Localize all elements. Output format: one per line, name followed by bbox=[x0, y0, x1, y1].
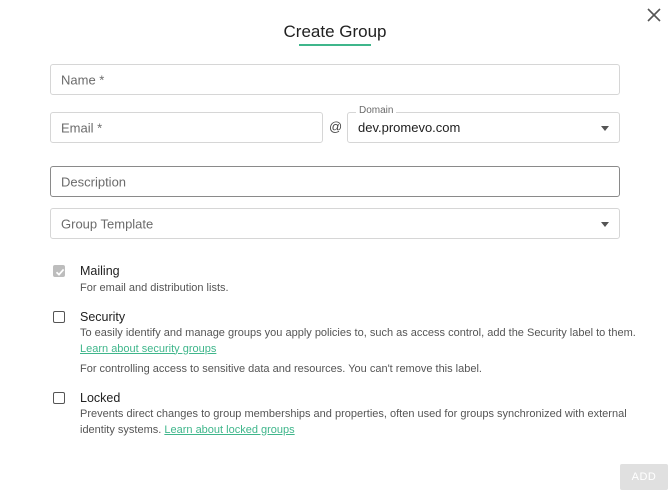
description-placeholder: Description bbox=[61, 174, 127, 189]
locked-description bbox=[80, 407, 640, 438]
security-learn-link[interactable]: Learn about security groups bbox=[80, 342, 217, 355]
group-template-select[interactable] bbox=[50, 208, 620, 239]
domain-select[interactable] bbox=[347, 105, 620, 143]
group-template-placeholder: Group Template bbox=[61, 216, 154, 231]
add-button[interactable]: ADD bbox=[620, 464, 668, 490]
security-title: Security bbox=[80, 310, 126, 324]
locked-title: Locked bbox=[80, 391, 121, 405]
locked-checkbox[interactable] bbox=[53, 392, 65, 404]
chevron-down-icon bbox=[601, 126, 609, 131]
dialog-title: Create Group bbox=[283, 22, 387, 41]
domain-value: dev.promevo.com bbox=[358, 120, 461, 135]
title-underline bbox=[299, 44, 371, 46]
locked-learn-link[interactable]: Learn about locked groups bbox=[164, 423, 295, 436]
name-field[interactable] bbox=[50, 64, 620, 95]
security-checkbox[interactable] bbox=[53, 311, 65, 323]
security-description bbox=[80, 326, 640, 357]
locked-description-text: Prevents direct changes to group memberships and properties, often used for groups synchronized with external identity systems. bbox=[80, 408, 627, 436]
email-placeholder: Email * bbox=[61, 120, 103, 135]
email-field[interactable] bbox=[50, 112, 323, 143]
chevron-down-icon bbox=[601, 222, 609, 227]
mailing-title: Mailing bbox=[80, 264, 120, 278]
check-icon bbox=[54, 266, 66, 278]
description-field[interactable] bbox=[50, 166, 620, 197]
domain-label: Domain bbox=[356, 105, 396, 116]
mailing-checkbox[interactable] bbox=[53, 265, 65, 277]
security-description-text: To easily identify and manage groups you apply policies to, such as access control, add the Security label to them. bbox=[80, 327, 636, 339]
mailing-description: For email and distribution lists. bbox=[80, 282, 229, 294]
security-note: For controlling access to sensitive data and resources. You can't remove this label. bbox=[80, 363, 482, 375]
at-symbol: @ bbox=[329, 119, 343, 134]
name-placeholder: Name * bbox=[61, 72, 105, 87]
